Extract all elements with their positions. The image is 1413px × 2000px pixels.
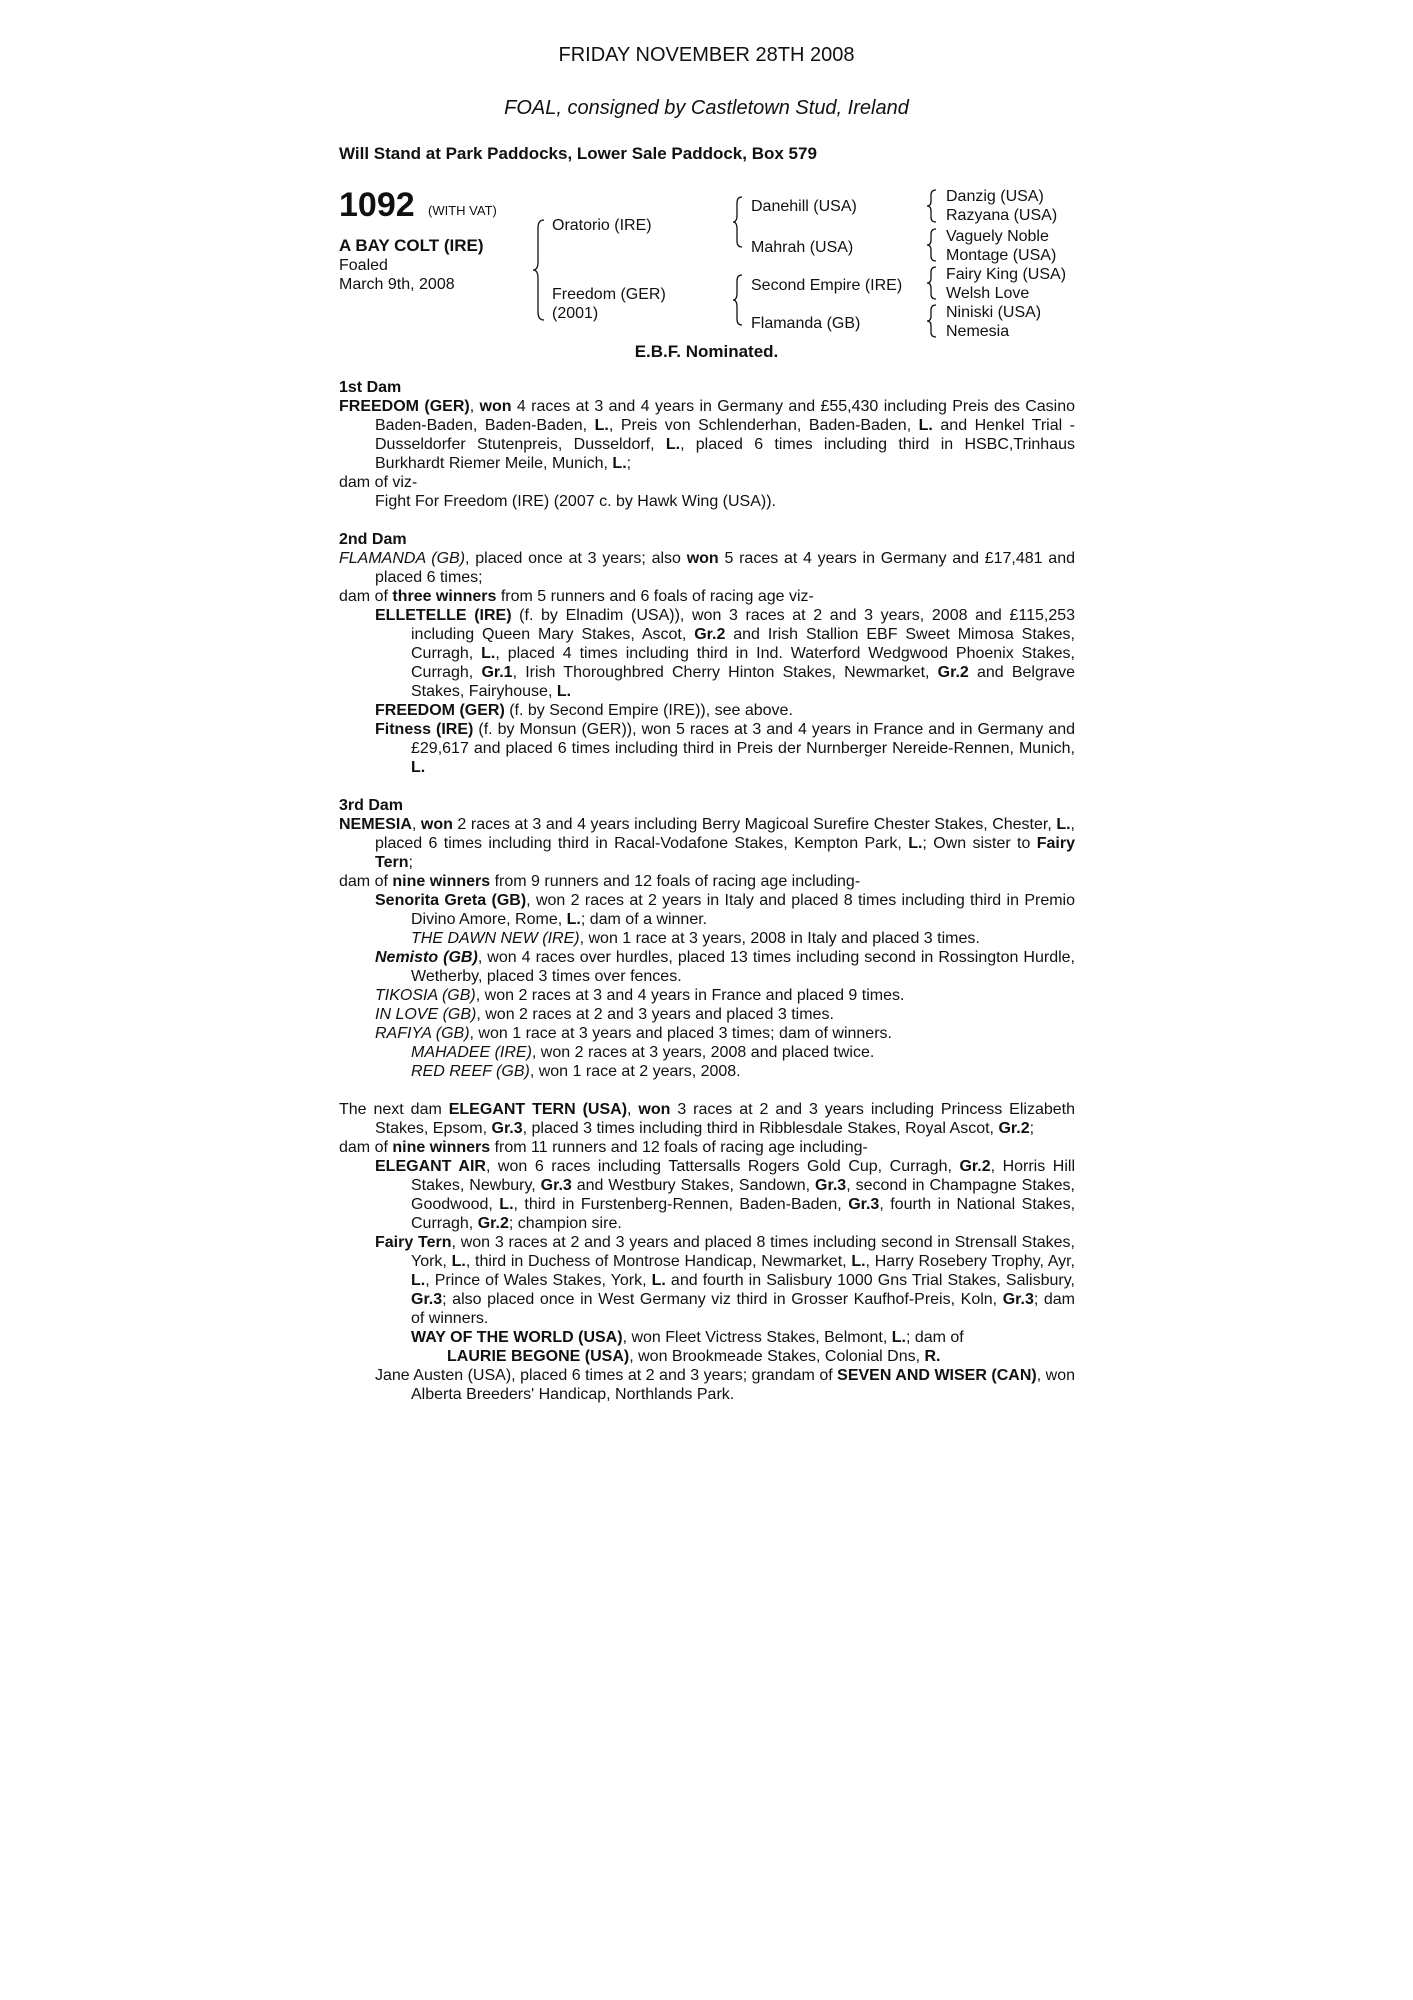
- next-dam-record: The next dam ELEGANT TERN (USA), won 3 races at 2 and 3 years including Princess Elizabeth Stakes, Epsom, Gr.3, placed 3 times including third in Ribblesdale Stakes, Royal Ascot, Gr.2;: [339, 1101, 1076, 1137]
- stand-location: Will Stand at Park Paddocks, Lower Sale Paddock, Box 579: [339, 144, 817, 163]
- third-dam-title: 3rd Dam: [339, 797, 404, 814]
- first-dam-progeny: Fight For Freedom (IRE) (2007 c. by Hawk Wing (USA)).: [375, 493, 776, 510]
- pedigree-brace-g1: [926, 189, 938, 223]
- progeny-elegant-air: ELEGANT AIR, won 6 races including Tattersalls Rogers Gold Cup, Curragh, Gr.2, Horris Hill Stakes, Newbury, Gr.3 and Westbury Stakes, Sandown, Gr.3, second in Champagne Stakes, Goodwood, L., third in Furstenberg-Rennen, Baden-Baden, Gr.3, fourth in National Stakes, Curragh, Gr.2; champion sire.: [375, 1158, 1076, 1232]
- pedigree-brace-g3: [926, 266, 938, 300]
- pedigree-brace-g4: [926, 304, 938, 338]
- pedigree-gs-8: Nemesia: [946, 323, 1010, 340]
- progeny-red-reef: RED REEF (GB), won 1 race at 2 years, 2008.: [411, 1063, 741, 1080]
- progeny-fairy-tern: Fairy Tern, won 3 races at 2 and 3 years and placed 8 times including second in Strensall Stakes, York, L., third in Duchess of Montrose Handicap, Newmarket, L., Harry Rosebery Trophy, Ayr, L., Prince of Wales Stakes, York, L. and fourth in Salisbury 1000 Gns Trial Stakes, Salisbury, Gr.3; also placed once in West Germany viz third in Grosser Kaufhof-Preis, Koln, Gr.3; dam of winners.: [375, 1234, 1076, 1327]
- pedigree-brace-g2: [926, 228, 938, 262]
- progeny-rafiya: RAFIYA (GB), won 1 race at 3 years and placed 3 times; dam of winners.: [375, 1025, 892, 1042]
- lot-number: 1092: [339, 186, 415, 224]
- progeny-laurie-begone: LAURIE BEGONE (USA), won Brookmeade Stakes, Colonial Dns, R.: [447, 1348, 941, 1365]
- second-dam-title: 2nd Dam: [339, 531, 407, 548]
- third-dam-dam-of: dam of nine winners from 9 runners and 12 foals of racing age including-: [339, 873, 861, 890]
- foaled-label: Foaled: [339, 257, 388, 274]
- lot-description: A BAY COLT (IRE): [339, 236, 484, 255]
- pedigree-dam-dam: Flamanda (GB): [751, 315, 861, 332]
- pedigree-gs-3: Vaguely Noble: [946, 228, 1049, 245]
- progeny-fitness: Fitness (IRE) (f. by Monsun (GER)), won 5 races at 3 and 4 years in France and in Germany and £29,617 and placed 6 times including third in Preis der Nurnberger Nereide-Rennen, Munich, L.: [375, 721, 1075, 776]
- second-dam-record: FLAMANDA (GB), placed once at 3 years; also won 5 races at 4 years in Germany and £17,481 and placed 6 times;: [339, 550, 1075, 586]
- first-dam-dam-of: dam of viz-: [339, 474, 418, 491]
- progeny-senorita-greta: Senorita Greta (GB), won 2 races at 2 years in Italy and placed 8 times including third in Premio Divino Amore, Rome, L.; dam of a winner.: [375, 892, 1075, 928]
- pedigree-dam: Freedom (GER): [552, 286, 666, 303]
- progeny-nemisto: Nemisto (GB), won 4 races over hurdles, placed 13 times including second in Rossington Hurdle, Wetherby, placed 3 times over fences.: [375, 949, 1075, 985]
- progeny-way-of-the-world: WAY OF THE WORLD (USA), won Fleet Victress Stakes, Belmont, L.; dam of: [411, 1329, 964, 1346]
- pedigree-dam-year: (2001): [552, 305, 599, 322]
- pedigree-sire-dam: Mahrah (USA): [751, 239, 854, 256]
- consignment-line: FOAL, consigned by Castletown Stud, Ireland: [504, 97, 909, 119]
- pedigree-gs-7: Niniski (USA): [946, 304, 1042, 321]
- pedigree-sire-sire: Danehill (USA): [751, 198, 857, 215]
- pedigree-gs-1: Danzig (USA): [946, 188, 1044, 205]
- catalogue-body: [339, 378, 1075, 1404]
- foaled-date: March 9th, 2008: [339, 276, 455, 293]
- first-dam-title: 1st Dam: [339, 379, 402, 396]
- pedigree-gs-6: Welsh Love: [946, 285, 1030, 302]
- first-dam-record: FREEDOM (GER), won 4 races at 3 and 4 years in Germany and £55,430 including Preis des Casino Baden-Baden, Baden-Baden, L., Preis von Schlenderhan, Baden-Baden, L. and Henkel Trial - Dusseldorfer Stutenpreis, Dusseldorf, L., placed 6 times including third in HSBC,Trinhaus Burkhardt Riemer Meile, Munich, L.;: [339, 398, 1076, 472]
- pedigree-gs-5: Fairy King (USA): [946, 266, 1067, 283]
- progeny-tikosia: TIKOSIA (GB), won 2 races at 3 and 4 years in France and placed 9 times.: [375, 987, 905, 1004]
- third-dam-record: NEMESIA, won 2 races at 3 and 4 years including Berry Magicoal Surefire Chester Stakes, Chester, L., placed 6 times including third in Racal-Vodafone Stakes, Kempton Park, L.; Own sister to Fairy Tern;: [339, 816, 1075, 871]
- sale-date: FRIDAY NOVEMBER 28TH 2008: [558, 44, 855, 66]
- progeny-in-love: IN LOVE (GB), won 2 races at 2 and 3 years and placed 3 times.: [375, 1006, 834, 1023]
- pedigree-gs-2: Razyana (USA): [946, 207, 1058, 224]
- pedigree-brace-dam: [732, 273, 744, 327]
- pedigree-sire: Oratorio (IRE): [552, 217, 652, 234]
- pedigree-brace-main: [532, 218, 548, 322]
- progeny-mahadee: MAHADEE (IRE), won 2 races at 3 years, 2008 and placed twice.: [411, 1044, 875, 1061]
- pedigree-gs-4: Montage (USA): [946, 247, 1057, 264]
- progeny-elletelle: ELLETELLE (IRE) (f. by Elnadim (USA)), won 3 races at 2 and 3 years, 2008 and £115,253 including Queen Mary Stakes, Ascot, Gr.2 and Irish Stallion EBF Sweet Mimosa Stakes, Curragh, L., placed 4 times including third in Ind. Waterford Wedgwood Phoenix Stakes, Curragh, Gr.1, Irish Thoroughbred Cherry Hinton Stakes, Newmarket, Gr.2 and Belgrave Stakes, Fairyhouse, L.: [375, 607, 1076, 700]
- next-dam-dam-of: dam of nine winners from 11 runners and 12 foals of racing age including-: [339, 1139, 868, 1156]
- pedigree-brace-sire: [732, 195, 744, 249]
- pedigree-dam-sire: Second Empire (IRE): [751, 277, 903, 294]
- progeny-the-dawn-new: THE DAWN NEW (IRE), won 1 race at 3 years, 2008 in Italy and placed 3 times.: [411, 930, 980, 947]
- vat-note: (WITH VAT): [428, 203, 497, 218]
- ebf-nomination: E.B.F. Nominated.: [634, 342, 779, 361]
- progeny-jane-austen: Jane Austen (USA), placed 6 times at 2 and 3 years; grandam of SEVEN AND WISER (CAN), won Alberta Breeders' Handicap, Northlands Park.: [375, 1367, 1075, 1403]
- progeny-freedom: FREEDOM (GER) (f. by Second Empire (IRE)), see above.: [375, 702, 793, 719]
- second-dam-dam-of: dam of three winners from 5 runners and 6 foals of racing age viz-: [339, 588, 814, 605]
